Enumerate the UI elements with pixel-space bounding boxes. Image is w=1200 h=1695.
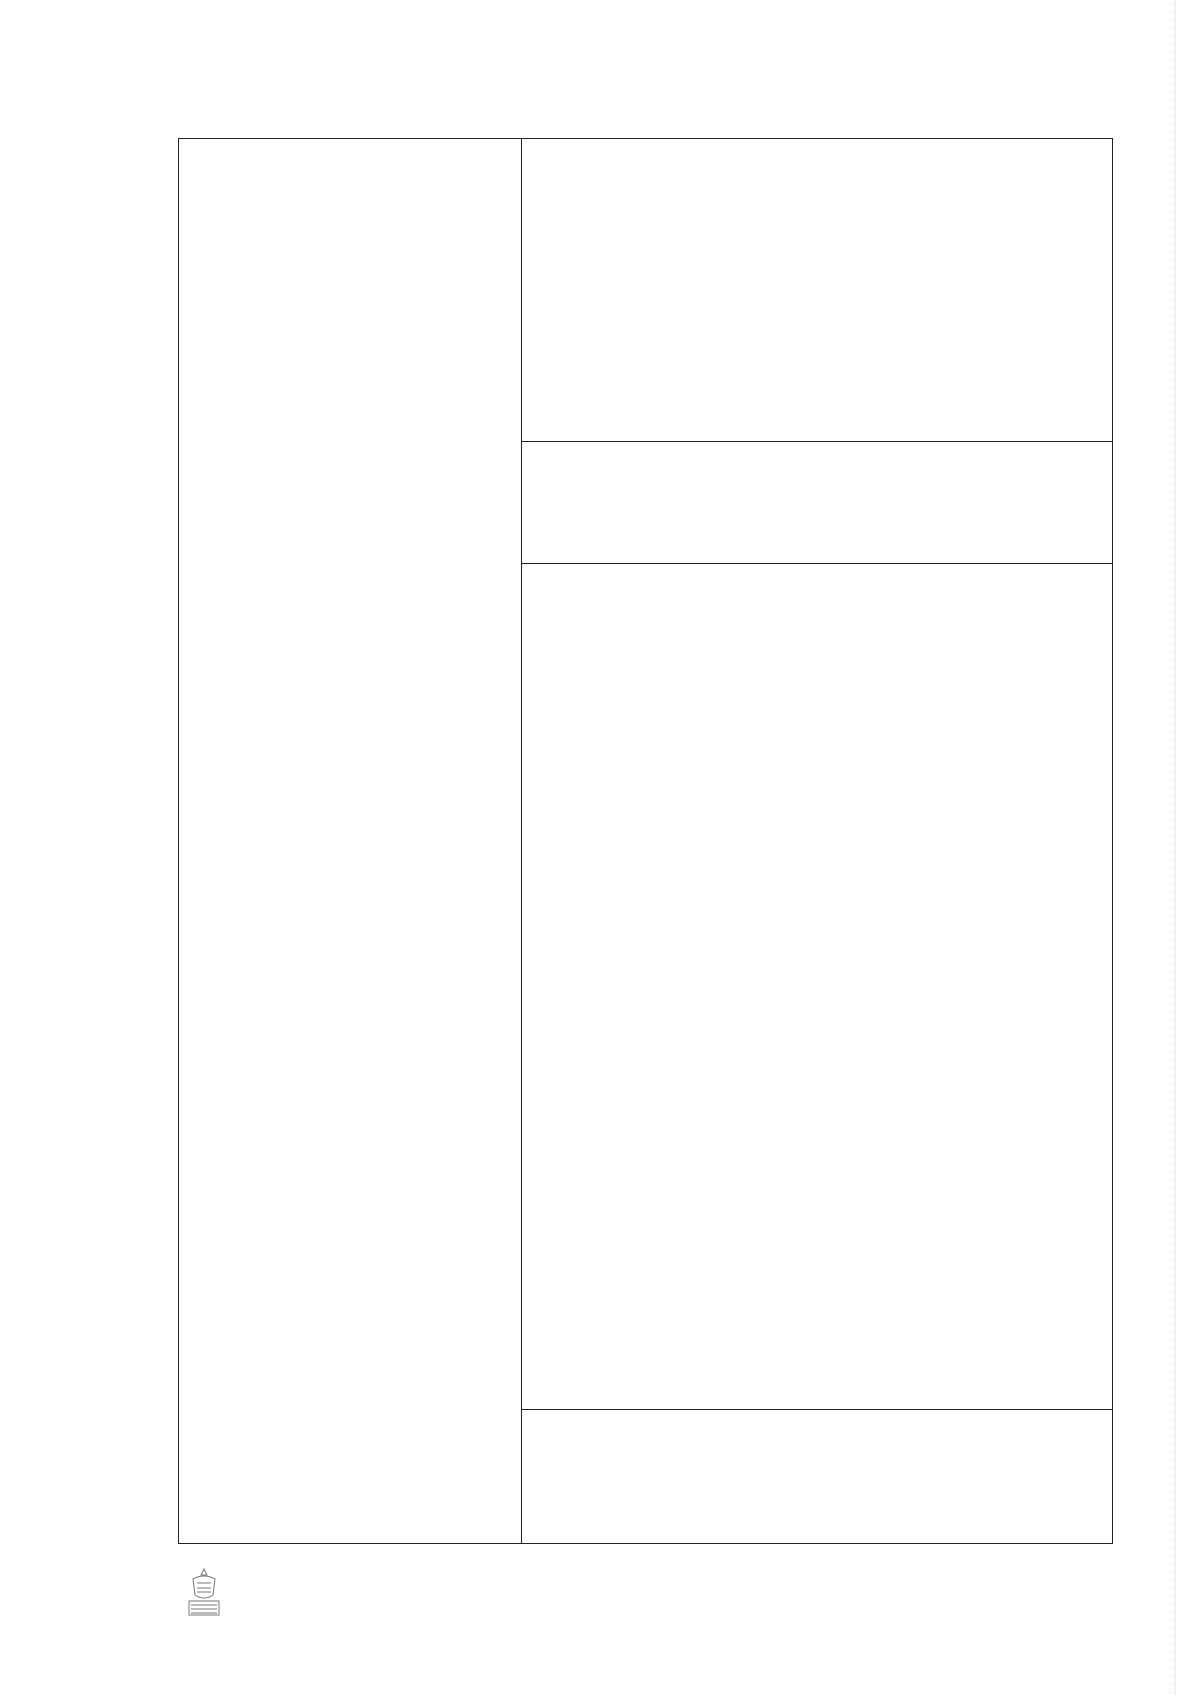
page-footer — [0, 1545, 1200, 1695]
boundary-description-2 — [522, 564, 1113, 1410]
scan-edge — [1175, 0, 1200, 1695]
boundary-description-1 — [522, 441, 1113, 564]
emblem-icon — [183, 1565, 225, 1625]
boundary-description-3 — [522, 1410, 1113, 1544]
boundary-description-0 — [522, 138, 1113, 441]
coordinates-column — [178, 138, 522, 1544]
coordinates-table — [178, 138, 1113, 1544]
